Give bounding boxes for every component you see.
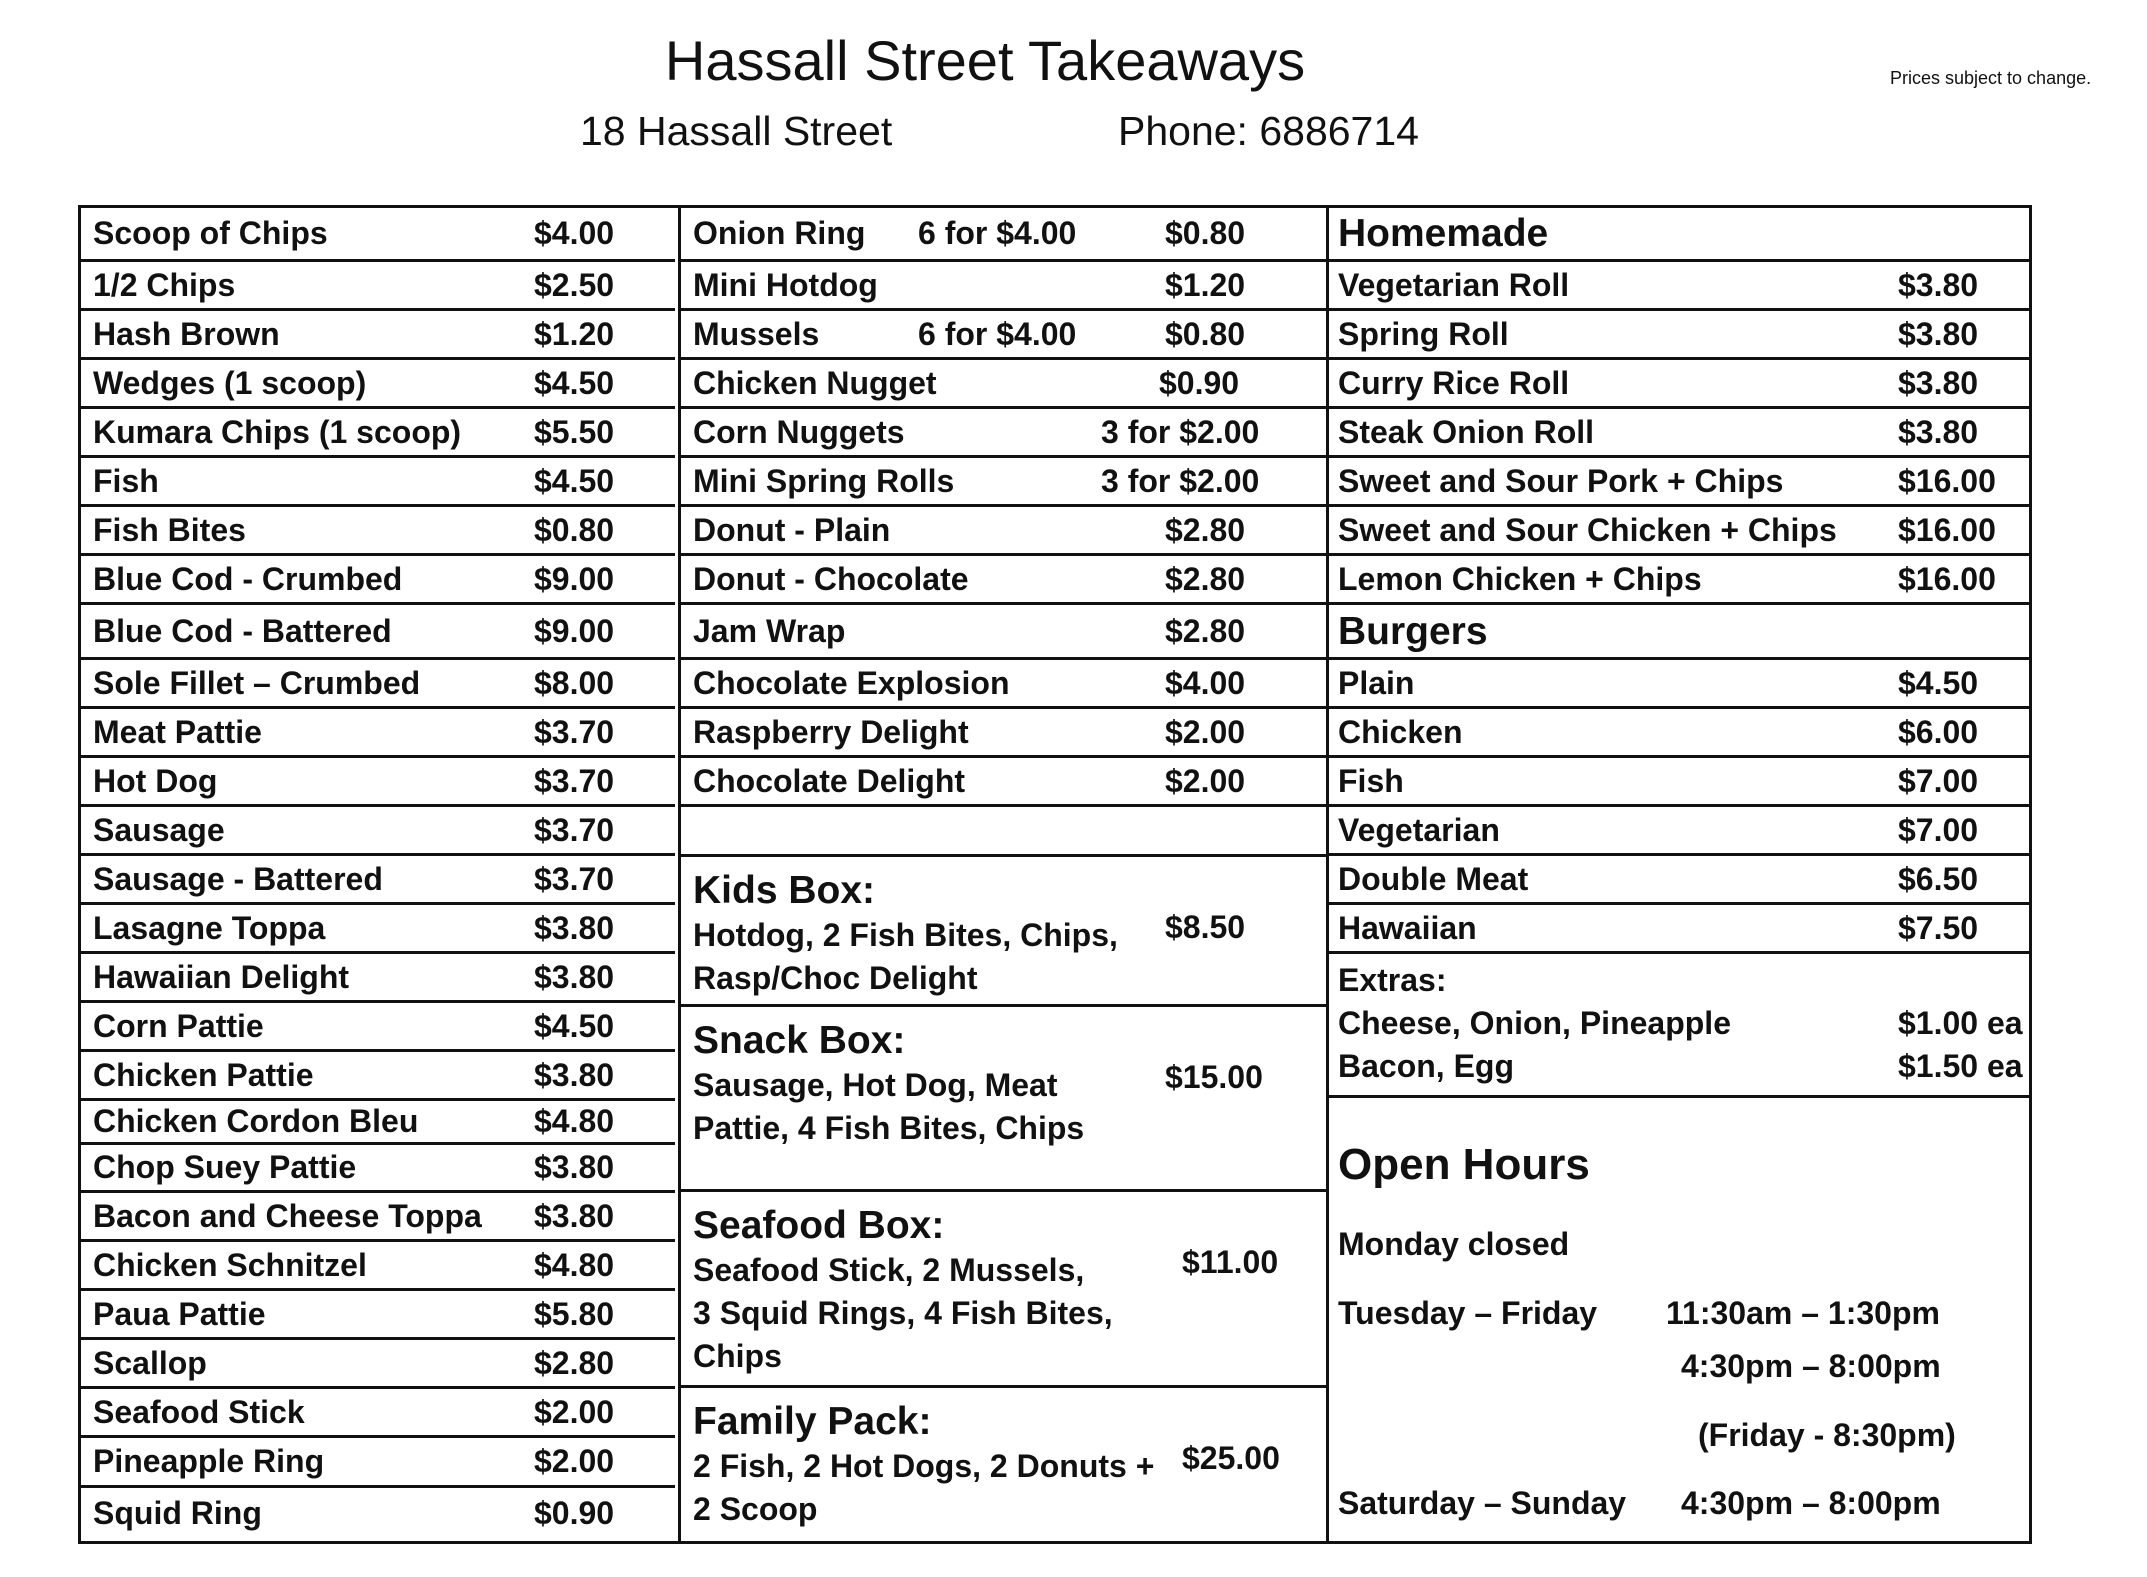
menu-row [81, 507, 675, 556]
menu-row [681, 605, 1326, 660]
menu-row [1326, 458, 2032, 507]
item-price: $4.00 [1165, 665, 1246, 701]
menu-row [81, 311, 675, 360]
item-price: $2.80 [534, 1345, 615, 1381]
open-hours-block [1326, 1098, 2032, 1541]
extra-price: $1.50 ea [1898, 1048, 2023, 1084]
item-name: Double Meat [1338, 861, 1529, 897]
item-name: Kumara Chips (1 scoop) [93, 414, 462, 450]
item-price: $16.00 [1898, 561, 1996, 597]
menu-row [681, 458, 1326, 507]
item-name: Paua Pattie [93, 1296, 266, 1332]
menu-row [681, 507, 1326, 556]
item-name: Scoop of Chips [93, 215, 328, 251]
combo-title: Seafood Box: [693, 1204, 945, 1247]
item-price: $3.80 [1898, 414, 1979, 450]
menu-row [1326, 311, 2032, 360]
item-price: $2.80 [1165, 613, 1246, 649]
item-name: Bacon and Cheese Toppa [93, 1198, 482, 1234]
menu-row [81, 905, 675, 954]
item-name: Vegetarian [1338, 812, 1500, 848]
item-price: $2.80 [1165, 512, 1246, 548]
item-price: $3.70 [534, 714, 615, 750]
shop-phone: Phone: 6886714 [1118, 108, 1419, 154]
menu-row [81, 605, 675, 660]
extra-price: $1.00 ea [1898, 1005, 2023, 1041]
menu-row [81, 1003, 675, 1052]
item-price: $4.50 [534, 365, 615, 401]
item-name: Hash Brown [93, 316, 280, 352]
menu-row [1326, 507, 2032, 556]
menu-row [81, 856, 675, 905]
item-name: Fish [93, 463, 159, 499]
menu-row [81, 709, 675, 758]
item-price: $2.00 [534, 1394, 615, 1430]
combo-title: Family Pack: [693, 1400, 932, 1443]
item-name: Vegetarian Roll [1338, 267, 1570, 303]
menu-row [1326, 758, 2032, 807]
item-price: $1.20 [534, 316, 615, 352]
menu-row [681, 208, 1326, 262]
item-price: $2.00 [1165, 763, 1246, 799]
item-name: Chicken Cordon Bleu [93, 1103, 419, 1139]
item-price: $7.00 [1898, 763, 1979, 799]
item-price: $2.00 [534, 1443, 615, 1479]
combo-line: Rasp/Choc Delight [693, 960, 978, 996]
item-name: Jam Wrap [693, 613, 846, 649]
combo-box [681, 1192, 1326, 1388]
item-price: $4.50 [534, 1008, 615, 1044]
item-name: Lasagne Toppa [93, 910, 326, 946]
menu-row [1326, 409, 2032, 458]
item-price: $8.00 [534, 665, 615, 701]
item-name: Fish [1338, 763, 1404, 799]
item-name: Chicken Pattie [93, 1057, 314, 1093]
item-price: $3.70 [534, 861, 615, 897]
menu-column-3 [1326, 208, 2032, 1541]
menu-row [81, 360, 675, 409]
menu-row [681, 262, 1326, 311]
item-price: $2.50 [534, 267, 615, 303]
item-price: $0.90 [1159, 365, 1240, 401]
menu-row [81, 556, 675, 605]
extras-block [1326, 954, 2032, 1098]
item-price: $6.50 [1898, 861, 1979, 897]
shop-address: 18 Hassall Street [580, 108, 893, 154]
item-price: $0.80 [1165, 316, 1246, 352]
item-name: Seafood Stick [93, 1394, 305, 1430]
item-name: Onion Ring [693, 215, 866, 251]
item-name: Pineapple Ring [93, 1443, 325, 1479]
item-price: $0.90 [534, 1495, 615, 1531]
item-name: Lemon Chicken + Chips [1338, 561, 1702, 597]
item-name: Chocolate Explosion [693, 665, 1010, 701]
homemade-heading [1326, 208, 2032, 262]
item-name: Hawaiian [1338, 910, 1477, 946]
item-name: Corn Nuggets [693, 414, 905, 450]
item-name: Squid Ring [93, 1495, 262, 1531]
item-name: Hawaiian Delight [93, 959, 350, 995]
section-heading: Burgers [1338, 610, 1488, 653]
item-price: $3.80 [534, 1057, 615, 1093]
item-price: $5.50 [534, 414, 615, 450]
combo-box [681, 1007, 1326, 1192]
menu-row [81, 1340, 675, 1389]
item-price: $6.00 [1898, 714, 1979, 750]
menu-row [681, 311, 1326, 360]
extra-name: Cheese, Onion, Pineapple [1338, 1005, 1731, 1041]
page-title: Hassall Street Takeaways [664, 29, 1306, 92]
item-price: $5.80 [534, 1296, 615, 1332]
item-price: $2.00 [1165, 714, 1246, 750]
item-price: $7.50 [1898, 910, 1979, 946]
menu-row [681, 409, 1326, 458]
item-name: Plain [1338, 665, 1415, 701]
combo-price: $8.50 [1165, 909, 1246, 945]
item-price: 3 for $2.00 [1101, 463, 1260, 499]
item-name: Wedges (1 scoop) [93, 365, 367, 401]
combo-price: $25.00 [1182, 1440, 1280, 1476]
item-price: $4.50 [534, 463, 615, 499]
menu-row [81, 807, 675, 856]
item-price: 3 for $2.00 [1101, 414, 1260, 450]
item-name: Raspberry Delight [693, 714, 969, 750]
menu-table [78, 205, 2032, 1544]
combo-line: 2 Fish, 2 Hot Dogs, 2 Donuts + [693, 1448, 1155, 1484]
item-name: Scallop [93, 1345, 207, 1381]
combo-title: Snack Box: [693, 1019, 906, 1062]
menu-row [1326, 556, 2032, 605]
item-price: $3.70 [534, 812, 615, 848]
item-name: Chop Suey Pattie [93, 1149, 357, 1185]
item-price: $3.80 [534, 1149, 615, 1185]
item-price: $3.80 [1898, 267, 1979, 303]
section-heading: Homemade [1338, 212, 1549, 255]
item-name: Mussels [693, 316, 820, 352]
menu-row [1326, 856, 2032, 905]
item-price: $3.80 [534, 910, 615, 946]
item-name: Mini Hotdog [693, 267, 878, 303]
item-name: Donut - Chocolate [693, 561, 969, 597]
menu-row [1326, 660, 2032, 709]
menu-row [81, 1052, 675, 1101]
hours-tue-fri-lunch: 11:30am – 1:30pm [1666, 1295, 1940, 1331]
blank-row [681, 807, 1326, 857]
menu-row [1326, 709, 2032, 758]
menu-row [81, 758, 675, 807]
combo-line: Seafood Stick, 2 Mussels, [693, 1252, 1085, 1288]
item-price: $16.00 [1898, 463, 1996, 499]
item-price: $4.80 [534, 1103, 615, 1139]
hours-friday-note: (Friday - 8:30pm) [1698, 1417, 1956, 1453]
menu-row [81, 954, 675, 1003]
extra-name: Bacon, Egg [1338, 1048, 1515, 1084]
item-name: 1/2 Chips [93, 267, 236, 303]
item-price: $4.50 [1898, 665, 1979, 701]
item-name: Meat Pattie [93, 714, 262, 750]
hours-sat-sun-label: Saturday – Sunday [1338, 1485, 1627, 1521]
item-name: Mini Spring Rolls [693, 463, 955, 499]
item-price: $9.00 [534, 561, 615, 597]
menu-row [81, 1389, 675, 1438]
hours-tue-fri-label: Tuesday – Friday [1338, 1295, 1598, 1331]
item-name: Sole Fillet – Crumbed [93, 665, 421, 701]
item-price: $3.70 [534, 763, 615, 799]
menu-row [81, 1488, 675, 1541]
combo-line: Sausage, Hot Dog, Meat [693, 1067, 1058, 1103]
combo-line: 3 Squid Rings, 4 Fish Bites, [693, 1295, 1113, 1331]
item-price: $3.80 [1898, 365, 1979, 401]
item-name: Corn Pattie [93, 1008, 264, 1044]
item-name: Curry Rice Roll [1338, 365, 1570, 401]
item-price: $2.80 [1165, 561, 1246, 597]
menu-row [681, 360, 1326, 409]
item-name: Chocolate Delight [693, 763, 966, 799]
item-name: Sausage - Battered [93, 861, 383, 897]
item-name: Spring Roll [1338, 316, 1509, 352]
item-price: $1.20 [1165, 267, 1246, 303]
item-deal: 6 for $4.00 [918, 215, 1077, 251]
hours-tue-fri-dinner: 4:30pm – 8:00pm [1681, 1348, 1941, 1384]
item-name: Hot Dog [93, 763, 218, 799]
item-price: $16.00 [1898, 512, 1996, 548]
item-price: $3.80 [1898, 316, 1979, 352]
extras-heading: Extras: [1338, 962, 1447, 998]
menu-row [81, 458, 675, 507]
item-name: Chicken Nugget [693, 365, 937, 401]
hours-sat-sun-time: 4:30pm – 8:00pm [1681, 1485, 1941, 1521]
menu-row [81, 409, 675, 458]
item-price: $0.80 [534, 512, 615, 548]
combo-box [681, 857, 1326, 1007]
combo-price: $11.00 [1182, 1244, 1279, 1280]
burgers-heading [1326, 605, 2032, 660]
menu-row [81, 262, 675, 311]
combo-price: $15.00 [1165, 1059, 1263, 1095]
menu-row [681, 709, 1326, 758]
menu-row [81, 1291, 675, 1340]
menu-row [1326, 262, 2032, 311]
item-price: $0.80 [1165, 215, 1246, 251]
item-name: Sweet and Sour Pork + Chips [1338, 463, 1784, 499]
menu-row [681, 660, 1326, 709]
item-name: Donut - Plain [693, 512, 891, 548]
combo-line: Chips [693, 1338, 782, 1374]
item-name: Chicken Schnitzel [93, 1247, 367, 1283]
menu-row [1326, 905, 2032, 954]
item-deal: 6 for $4.00 [918, 316, 1077, 352]
item-name: Fish Bites [93, 512, 246, 548]
menu-column-1 [81, 208, 675, 1541]
menu-column-2 [678, 208, 1329, 1541]
item-price: $9.00 [534, 613, 615, 649]
menu-row [1326, 807, 2032, 856]
item-name: Sweet and Sour Chicken + Chips [1338, 512, 1837, 548]
combo-box [681, 1388, 1326, 1541]
menu-row [681, 556, 1326, 605]
combo-title: Kids Box: [693, 869, 876, 912]
hours-monday: Monday closed [1338, 1226, 1570, 1262]
menu-row [1326, 360, 2032, 409]
combo-line: Pattie, 4 Fish Bites, Chips [693, 1110, 1085, 1146]
menu-row [681, 758, 1326, 807]
item-price: $4.80 [534, 1247, 615, 1283]
menu-row [81, 1438, 675, 1488]
item-price: $3.80 [534, 1198, 615, 1234]
menu-row [81, 1145, 675, 1193]
combo-line: Hotdog, 2 Fish Bites, Chips, [693, 917, 1118, 953]
menu-row [81, 660, 675, 709]
item-name: Steak Onion Roll [1338, 414, 1595, 450]
price-note: Prices subject to change. [1890, 68, 2092, 88]
menu-row [81, 208, 675, 262]
combo-line: 2 Scoop [693, 1491, 818, 1527]
menu-row [81, 1242, 675, 1291]
menu-row [81, 1101, 675, 1145]
item-price: $4.00 [534, 215, 615, 251]
item-price: $3.80 [534, 959, 615, 995]
item-name: Sausage [93, 812, 225, 848]
item-name: Blue Cod - Crumbed [93, 561, 403, 597]
item-price: $7.00 [1898, 812, 1979, 848]
item-name: Blue Cod - Battered [93, 613, 392, 649]
item-name: Chicken [1338, 714, 1463, 750]
menu-row [81, 1193, 675, 1242]
hours-heading: Open Hours [1338, 1140, 1590, 1189]
